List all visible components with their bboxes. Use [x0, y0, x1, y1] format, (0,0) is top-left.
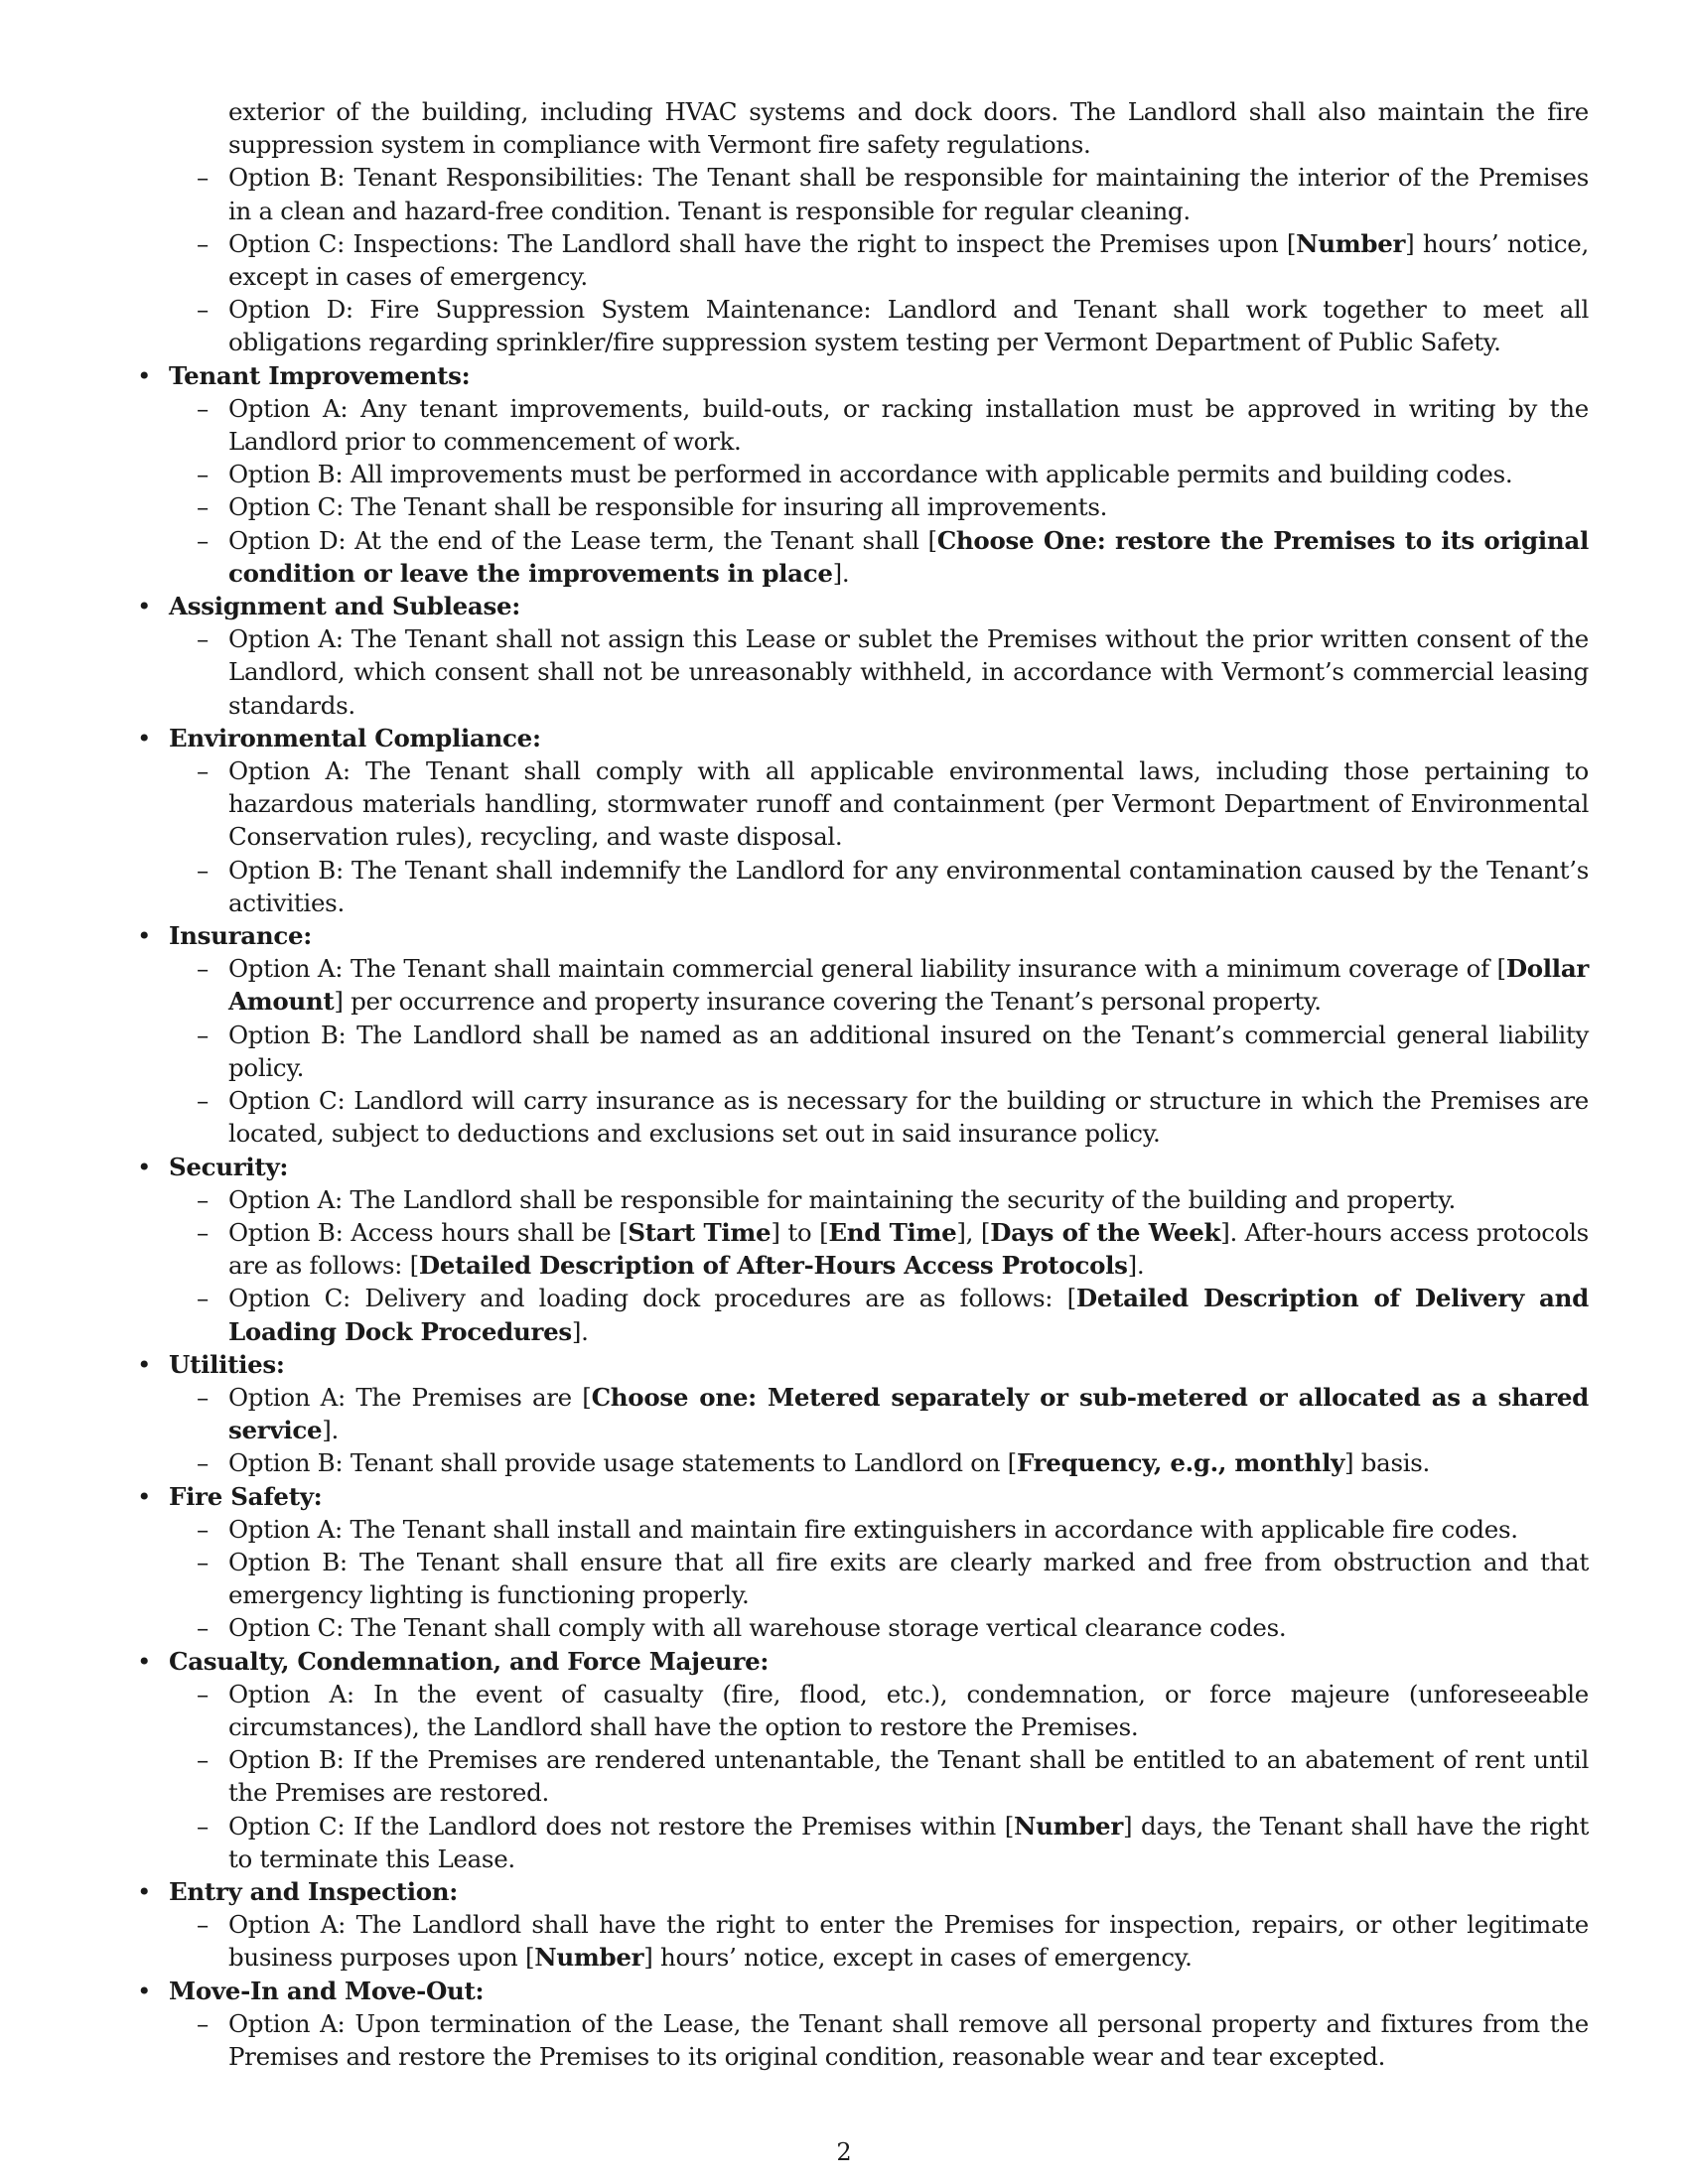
- option-text: ] days, the Tenant shall have the right to terminate this Lease.: [228, 1811, 1589, 1873]
- dash-icon: –: [197, 1284, 209, 1313]
- option-item: [167, 1678, 1589, 1743]
- section-heading: [137, 1480, 1589, 1513]
- option-text: Option A: Upon termination of the Lease, the Tenant shall remove all personal property and fixtures from the Premises and restore the Premises to its original condition, reasonable wear and tear excepted.: [228, 2008, 1589, 2071]
- option-item: [167, 1084, 1589, 1150]
- section-title: Assignment and Sublease:: [169, 592, 520, 621]
- option-item: [167, 1810, 1589, 1875]
- bullet-icon: •: [137, 360, 152, 390]
- option-text: Option A: The Tenant shall install and maintain fire extinguishers in accordance with applicable fire codes.: [228, 1514, 1518, 1544]
- section-title: Entry and Inspection:: [169, 1876, 459, 1906]
- dash-icon: –: [197, 1910, 209, 1940]
- option-text: Option B: Access hours shall be [: [228, 1217, 629, 1247]
- option-item: [167, 1513, 1589, 1546]
- option-text: Option A: The Tenant shall maintain commercial general liability insurance with a minimum coverage of [: [228, 954, 1506, 984]
- placeholder-field: Frequency, e.g., monthly: [1016, 1448, 1345, 1478]
- placeholder-field: Detailed Description of Delivery and Loading Dock Procedures: [228, 1284, 1589, 1346]
- section-heading: [137, 919, 1589, 952]
- option-text: ].: [832, 558, 850, 588]
- dash-icon: –: [197, 624, 209, 654]
- dash-icon: –: [197, 1086, 209, 1116]
- option-text: Option A: In the event of casualty (fire, flood, etc.), condemnation, or force majeure (unforeseeable circumstances), the Landlord shall have the option to restore the Premises.: [228, 1679, 1589, 1741]
- option-text: ], [: [956, 1217, 991, 1247]
- dash-icon: –: [197, 1547, 209, 1576]
- option-text: ] hours’ notice, except in cases of emergency.: [228, 228, 1589, 292]
- option-item: [167, 1743, 1589, 1809]
- option-item: [167, 952, 1589, 1018]
- option-text: Option A: The Landlord shall have the right to enter the Premises for inspection, repairs, or other legitimate business purposes upon [: [228, 1910, 1589, 1973]
- option-text: ] hours’ notice, except in cases of emergency.: [643, 1943, 1193, 1973]
- section-heading: [137, 1645, 1589, 1678]
- bullet-icon: •: [137, 1152, 152, 1181]
- dash-icon: –: [197, 460, 209, 489]
- option-text: ] per occurrence and property insurance covering the Tenant’s personal property.: [334, 987, 1322, 1017]
- section-title: Utilities:: [169, 1349, 285, 1379]
- section-heading: [137, 1348, 1589, 1381]
- option-item: [167, 161, 1589, 226]
- option-text: Option C: The Tenant shall be responsible for insuring all improvements.: [228, 492, 1108, 522]
- option-item: [167, 1611, 1589, 1644]
- dash-icon: –: [197, 1184, 209, 1214]
- option-text: Option B: The Tenant shall indemnify the Landlord for any environmental contamination caused by the Tenant’s activities.: [228, 855, 1589, 917]
- option-item: [167, 1216, 1589, 1282]
- option-text: Option A: The Landlord shall be responsible for maintaining the security of the building and property.: [228, 1184, 1456, 1214]
- option-item: [167, 490, 1589, 523]
- option-item: [167, 854, 1589, 919]
- continued-paragraph: [167, 95, 1589, 161]
- document-page: [137, 95, 1589, 2073]
- option-text: Option C: Inspections: The Landlord shall have the right to inspect the Premises upon [: [228, 228, 1297, 258]
- section-heading: [137, 1151, 1589, 1183]
- placeholder-field: Number: [1014, 1811, 1123, 1841]
- option-text: Option B: The Tenant shall ensure that all fire exits are clearly marked and free from obstruction and that emergency lighting is functioning properly.: [228, 1547, 1589, 1610]
- placeholder-field: Detailed Description of After-Hours Access Protocols: [418, 1251, 1128, 1281]
- dash-icon: –: [197, 1382, 209, 1412]
- section-title: Environmental Compliance:: [169, 723, 541, 752]
- option-item: [167, 227, 1589, 293]
- placeholder-field: Start Time: [628, 1217, 772, 1247]
- bullet-icon: •: [137, 1876, 152, 1906]
- bullet-icon: •: [137, 1646, 152, 1676]
- option-text: Option D: At the end of the Lease term, the Tenant shall [: [228, 525, 937, 555]
- option-item: [167, 1446, 1589, 1479]
- option-text: Option C: The Tenant shall comply with all warehouse storage vertical clearance codes.: [228, 1613, 1287, 1643]
- option-item: [167, 1019, 1589, 1084]
- placeholder-field: End Time: [828, 1217, 957, 1247]
- dash-icon: –: [197, 1745, 209, 1775]
- bullet-icon: •: [137, 921, 152, 951]
- dash-icon: –: [197, 393, 209, 423]
- section-list: [137, 161, 1589, 2073]
- section-title: Move-In and Move-Out:: [169, 1976, 485, 2005]
- section-title: Casualty, Condemnation, and Force Majeure:: [169, 1646, 770, 1676]
- option-item: [167, 754, 1589, 854]
- option-item: [167, 293, 1589, 358]
- section-heading: [137, 359, 1589, 392]
- section-title: Tenant Improvements:: [169, 360, 471, 390]
- page-number: 2: [836, 2138, 852, 2166]
- option-text: Option A: The Premises are [: [228, 1382, 592, 1412]
- option-item: [167, 524, 1589, 590]
- placeholder-field: Dollar Amount: [228, 954, 1589, 1017]
- option-text: ].: [322, 1416, 339, 1445]
- dash-icon: –: [197, 492, 209, 522]
- placeholder-field: Choose one: Metered separately or sub-metered or allocated as a shared service: [228, 1382, 1589, 1445]
- dash-icon: –: [197, 954, 209, 984]
- section-heading: [137, 590, 1589, 622]
- option-text: Option D: Fire Suppression System Maintenance: Landlord and Tenant shall work together to meet all obligations regarding sprinkler/fire suppression system testing per Vermont Department of Public Safety.: [228, 295, 1589, 357]
- dash-icon: –: [197, 1613, 209, 1643]
- dash-icon: –: [197, 1679, 209, 1708]
- option-text: Option B: Tenant shall provide usage statements to Landlord on [: [228, 1448, 1017, 1478]
- option-text: ].: [571, 1316, 589, 1346]
- dash-icon: –: [197, 1448, 209, 1478]
- bullet-icon: •: [137, 592, 152, 621]
- placeholder-field: Number: [534, 1943, 644, 1973]
- dash-icon: –: [197, 163, 209, 193]
- option-text: Option B: Tenant Responsibilities: The Tenant shall be responsible for maintaining the interior of the Premises in a clean and hazard-free condition. Tenant is responsible for regular cleaning.: [228, 163, 1589, 225]
- dash-icon: –: [197, 525, 209, 555]
- option-text: Option A: The Tenant shall comply with all applicable environmental laws, including those pertaining to hazardous materials handling, stormwater runoff and containment (per Vermont Department of Environmental Conservation rules), recycling, and waste disposal.: [228, 756, 1589, 852]
- option-item: [167, 392, 1589, 458]
- placeholder-field: Choose One: restore the Premises to its original condition or leave the improvements in place: [228, 525, 1589, 588]
- dash-icon: –: [197, 228, 209, 258]
- dash-icon: –: [197, 2008, 209, 2038]
- section-heading: [137, 722, 1589, 754]
- option-item: [167, 458, 1589, 490]
- bullet-icon: •: [137, 1481, 152, 1511]
- dash-icon: –: [197, 1811, 209, 1841]
- dash-icon: –: [197, 1217, 209, 1247]
- option-item: [167, 1381, 1589, 1446]
- option-item: [167, 1282, 1589, 1347]
- option-text: Option C: If the Landlord does not restore the Premises within [: [228, 1811, 1014, 1841]
- section-title: Insurance:: [169, 921, 313, 951]
- option-text: Option B: The Landlord shall be named as an additional insured on the Tenant’s commercial general liability policy.: [228, 1020, 1589, 1082]
- dash-icon: –: [197, 1514, 209, 1544]
- section-heading: [137, 1975, 1589, 2007]
- continuation-text: exterior of the building, including HVAC systems and dock doors. The Landlord shall also maintain the fire suppression system in compliance with Vermont fire safety regulations.: [228, 97, 1589, 160]
- dash-icon: –: [197, 855, 209, 885]
- option-text: Option A: The Tenant shall not assign this Lease or sublet the Premises without the prior written consent of the Landlord, which consent shall not be unreasonably withheld, in accordance with Vermont’s commercial leasing standards.: [228, 624, 1589, 720]
- option-item: [167, 1546, 1589, 1611]
- option-text: Option B: All improvements must be performed in accordance with applicable permits and building codes.: [228, 460, 1513, 489]
- option-text: ] basis.: [1344, 1448, 1431, 1478]
- placeholder-field: Number: [1296, 228, 1406, 258]
- option-text: Option B: If the Premises are rendered untenantable, the Tenant shall be entitled to an abatement of rent until the Premises are restored.: [228, 1745, 1589, 1808]
- option-text: ] to [: [771, 1217, 829, 1247]
- option-text: Option C: Delivery and loading dock procedures are as follows: [: [228, 1284, 1076, 1313]
- option-item: [167, 1908, 1589, 1974]
- section-title: Security:: [169, 1152, 289, 1181]
- placeholder-field: Days of the Week: [990, 1217, 1221, 1247]
- option-item: [167, 2007, 1589, 2073]
- option-item: [167, 622, 1589, 722]
- section-title: Fire Safety:: [169, 1481, 323, 1511]
- section-heading: [137, 1875, 1589, 1908]
- option-text: Option C: Landlord will carry insurance as is necessary for the building or structure in which the Premises are located, subject to deductions and exclusions set out in said insurance policy.: [228, 1086, 1589, 1149]
- bullet-icon: •: [137, 1976, 152, 2005]
- bullet-icon: •: [137, 1349, 152, 1379]
- option-text: ].: [1127, 1251, 1145, 1281]
- bullet-icon: •: [137, 723, 152, 752]
- option-text: Option A: Any tenant improvements, build-outs, or racking installation must be approved in writing by the Landlord prior to commencement of work.: [228, 393, 1589, 457]
- option-text: ]. After-hours access protocols are as follows: [: [228, 1217, 1589, 1281]
- dash-icon: –: [197, 1020, 209, 1049]
- option-item: [167, 1183, 1589, 1216]
- dash-icon: –: [197, 295, 209, 325]
- dash-icon: –: [197, 756, 209, 786]
